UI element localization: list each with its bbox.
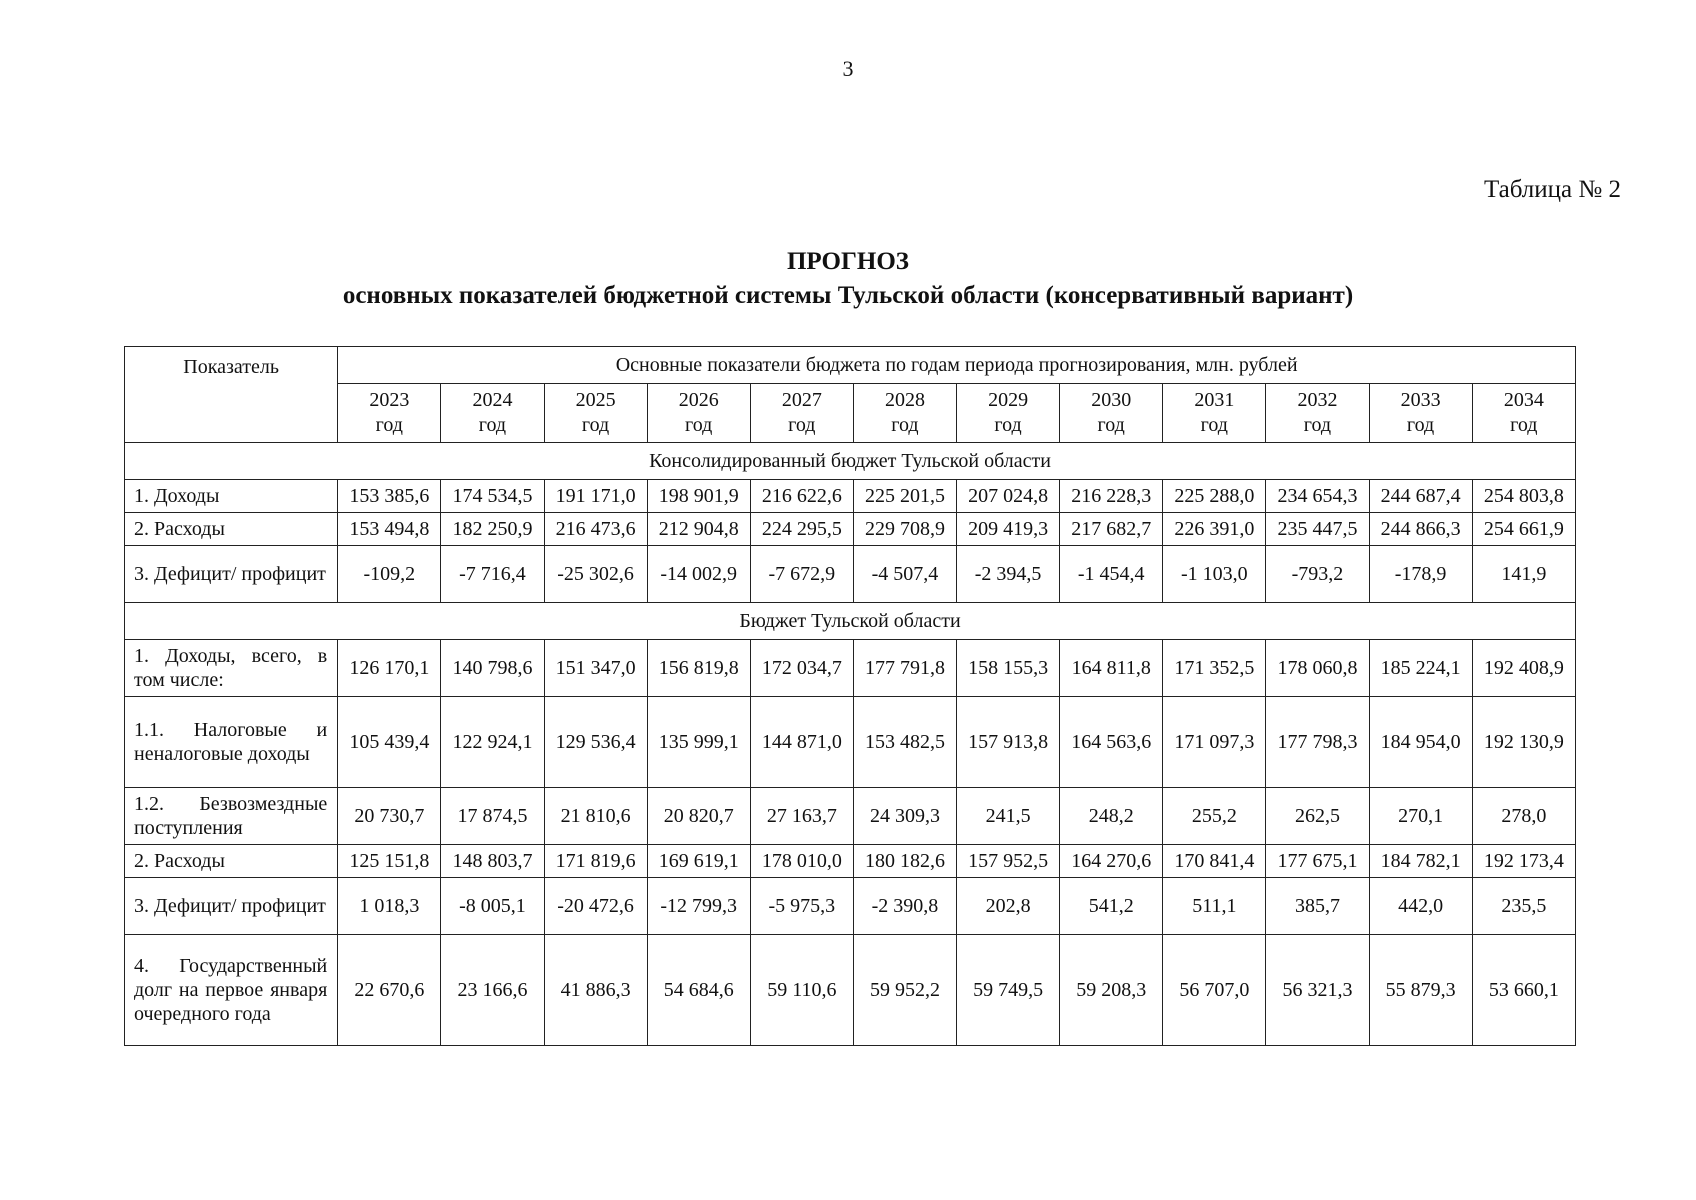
value-cell: 164 811,8 — [1060, 640, 1163, 697]
value-cell: 192 408,9 — [1472, 640, 1575, 697]
indicator-label: 1.2. Безвозмездные поступления — [125, 788, 338, 845]
year-number: 2024 — [472, 389, 513, 411]
value-cell: 177 791,8 — [853, 640, 956, 697]
year-unit: год — [788, 414, 816, 436]
year-header-2027 — [750, 384, 853, 443]
year-unit: год — [478, 414, 507, 436]
year-header-2030 — [1060, 384, 1163, 443]
year-number: 2031 — [1194, 389, 1235, 411]
value-cell: 178 060,8 — [1266, 640, 1369, 697]
value-cell: 56 707,0 — [1163, 935, 1266, 1046]
value-cell: 151 347,0 — [544, 640, 647, 697]
value-cell: 385,7 — [1266, 878, 1369, 935]
value-cell: 216 473,6 — [544, 513, 647, 546]
value-cell: 235 447,5 — [1266, 513, 1369, 546]
indicator-label: 1.1. Налоговые и неналоговые доходы — [125, 697, 338, 788]
year-unit: год — [685, 414, 713, 436]
value-cell: 141,9 — [1472, 546, 1575, 603]
table-heading — [0, 245, 1696, 313]
table-row — [125, 546, 1576, 603]
table-row — [125, 513, 1576, 546]
value-cell: -5 975,3 — [750, 878, 853, 935]
table-row — [125, 935, 1576, 1046]
value-cell: 511,1 — [1163, 878, 1266, 935]
value-cell: 172 034,7 — [750, 640, 853, 697]
value-cell: 59 952,2 — [853, 935, 956, 1046]
table-row — [125, 788, 1576, 845]
value-cell: 234 654,3 — [1266, 480, 1369, 513]
value-cell: 177 675,1 — [1266, 845, 1369, 878]
value-cell: -109,2 — [338, 546, 441, 603]
value-cell: 225 288,0 — [1163, 480, 1266, 513]
value-cell: 164 270,6 — [1060, 845, 1163, 878]
value-cell: 54 684,6 — [647, 935, 750, 1046]
year-unit: год — [1200, 414, 1228, 436]
value-cell: 140 798,6 — [441, 640, 544, 697]
year-unit: год — [375, 414, 403, 436]
value-cell: 55 879,3 — [1369, 935, 1472, 1046]
section-row — [125, 603, 1576, 640]
year-header-2025 — [544, 384, 647, 443]
value-cell: 191 171,0 — [544, 480, 647, 513]
value-cell: -178,9 — [1369, 546, 1472, 603]
value-cell: 442,0 — [1369, 878, 1472, 935]
value-cell: 212 904,8 — [647, 513, 750, 546]
table-row — [125, 697, 1576, 788]
year-unit: год — [1406, 414, 1435, 436]
year-unit: год — [1097, 414, 1125, 436]
value-cell: 224 295,5 — [750, 513, 853, 546]
value-cell: -7 672,9 — [750, 546, 853, 603]
value-cell: 144 871,0 — [750, 697, 853, 788]
value-cell: 202,8 — [957, 878, 1060, 935]
year-header-2026 — [647, 384, 750, 443]
value-cell: 184 782,1 — [1369, 845, 1472, 878]
value-cell: 20 820,7 — [647, 788, 750, 845]
section-title: Консолидированный бюджет Тульской области — [125, 443, 1576, 480]
table-row — [125, 878, 1576, 935]
section-row — [125, 443, 1576, 480]
value-cell: 244 866,3 — [1369, 513, 1472, 546]
value-cell: 41 886,3 — [544, 935, 647, 1046]
value-cell: 126 170,1 — [338, 640, 441, 697]
year-number: 2028 — [884, 389, 925, 411]
value-cell: 171 819,6 — [544, 845, 647, 878]
value-cell: 241,5 — [957, 788, 1060, 845]
budget-forecast-table — [124, 346, 1576, 1046]
value-cell: 170 841,4 — [1163, 845, 1266, 878]
value-cell: -793,2 — [1266, 546, 1369, 603]
value-cell: -12 799,3 — [647, 878, 750, 935]
indicator-label: 1. Доходы — [125, 480, 338, 513]
value-cell: 158 155,3 — [957, 640, 1060, 697]
value-cell: 262,5 — [1266, 788, 1369, 845]
value-cell: 56 321,3 — [1266, 935, 1369, 1046]
value-cell: 244 687,4 — [1369, 480, 1472, 513]
value-cell: 169 619,1 — [647, 845, 750, 878]
value-cell: 192 173,4 — [1472, 845, 1575, 878]
value-cell: 171 352,5 — [1163, 640, 1266, 697]
value-cell: -25 302,6 — [544, 546, 647, 603]
value-cell: 129 536,4 — [544, 697, 647, 788]
value-cell: 24 309,3 — [853, 788, 956, 845]
year-header-2031 — [1163, 384, 1266, 443]
table-body — [125, 443, 1576, 1046]
indicator-header: Показатель — [125, 347, 338, 443]
value-cell: 185 224,1 — [1369, 640, 1472, 697]
value-cell: -2 390,8 — [853, 878, 956, 935]
value-cell: 216 622,6 — [750, 480, 853, 513]
year-number: 2033 — [1400, 389, 1441, 411]
value-cell: 171 097,3 — [1163, 697, 1266, 788]
value-cell: -1 454,4 — [1060, 546, 1163, 603]
value-cell: 192 130,9 — [1472, 697, 1575, 788]
value-cell: 229 708,9 — [853, 513, 956, 546]
value-cell: 21 810,6 — [544, 788, 647, 845]
year-header-2033 — [1369, 384, 1472, 443]
value-cell: 278,0 — [1472, 788, 1575, 845]
value-cell: 254 803,8 — [1472, 480, 1575, 513]
value-cell: 148 803,7 — [441, 845, 544, 878]
value-cell: -14 002,9 — [647, 546, 750, 603]
indicator-label: 4. Государственный долг на первое января очередного года — [125, 935, 338, 1046]
year-header-2029 — [957, 384, 1060, 443]
value-cell: -4 507,4 — [853, 546, 956, 603]
value-cell: 270,1 — [1369, 788, 1472, 845]
value-cell: 20 730,7 — [338, 788, 441, 845]
value-cell: 22 670,6 — [338, 935, 441, 1046]
value-cell: 225 201,5 — [853, 480, 956, 513]
year-number: 2029 — [988, 389, 1029, 411]
group-header: Основные показатели бюджета по годам периода прогнозирования, млн. рублей — [338, 347, 1576, 384]
value-cell: 255,2 — [1163, 788, 1266, 845]
year-unit: год — [1510, 414, 1538, 436]
year-number: 2034 — [1503, 389, 1544, 411]
value-cell: 153 385,6 — [338, 480, 441, 513]
value-cell: 153 482,5 — [853, 697, 956, 788]
value-cell: 122 924,1 — [441, 697, 544, 788]
value-cell: 17 874,5 — [441, 788, 544, 845]
indicator-label: 1. Доходы, всего, в том числе: — [125, 640, 338, 697]
year-header-2024 — [441, 384, 544, 443]
value-cell: 59 208,3 — [1060, 935, 1163, 1046]
value-cell: 59 749,5 — [957, 935, 1060, 1046]
page-subtitle: основных показателей бюджетной системы Тульской области (консервативный вариант) — [342, 282, 1354, 309]
value-cell: 207 024,8 — [957, 480, 1060, 513]
value-cell: 184 954,0 — [1369, 697, 1472, 788]
value-cell: 178 010,0 — [750, 845, 853, 878]
value-cell: 254 661,9 — [1472, 513, 1575, 546]
value-cell: 217 682,7 — [1060, 513, 1163, 546]
value-cell: 23 166,6 — [441, 935, 544, 1046]
year-unit: год — [581, 414, 610, 436]
value-cell: 209 419,3 — [957, 513, 1060, 546]
value-cell: 198 901,9 — [647, 480, 750, 513]
value-cell: 27 163,7 — [750, 788, 853, 845]
year-number: 2027 — [781, 389, 822, 411]
year-number: 2026 — [678, 389, 719, 411]
value-cell: 157 952,5 — [957, 845, 1060, 878]
value-cell: 125 151,8 — [338, 845, 441, 878]
year-number: 2023 — [369, 389, 410, 411]
value-cell: -1 103,0 — [1163, 546, 1266, 603]
table-row — [125, 480, 1576, 513]
year-header-2023 — [338, 384, 441, 443]
page-title: ПРОГНОЗ — [786, 248, 909, 275]
value-cell: -2 394,5 — [957, 546, 1060, 603]
value-cell: 235,5 — [1472, 878, 1575, 935]
value-cell: 541,2 — [1060, 878, 1163, 935]
value-cell: 156 819,8 — [647, 640, 750, 697]
value-cell: -8 005,1 — [441, 878, 544, 935]
year-header-row — [125, 384, 1576, 443]
section-title: Бюджет Тульской области — [125, 603, 1576, 640]
value-cell: 248,2 — [1060, 788, 1163, 845]
indicator-label: 3. Дефицит/ профицит — [125, 878, 338, 935]
year-number: 2032 — [1297, 389, 1338, 411]
value-cell: 153 494,8 — [338, 513, 441, 546]
table-row — [125, 845, 1576, 878]
value-cell: -7 716,4 — [441, 546, 544, 603]
year-unit: год — [891, 414, 919, 436]
indicator-label: 3. Дефицит/ профицит — [125, 546, 338, 603]
value-cell: 53 660,1 — [1472, 935, 1575, 1046]
indicator-label: 2. Расходы — [125, 513, 338, 546]
value-cell: -20 472,6 — [544, 878, 647, 935]
value-cell: 135 999,1 — [647, 697, 750, 788]
table-row — [125, 640, 1576, 697]
value-cell: 180 182,6 — [853, 845, 956, 878]
value-cell: 216 228,3 — [1060, 480, 1163, 513]
year-unit: год — [994, 414, 1022, 436]
year-number: 2025 — [575, 389, 616, 411]
value-cell: 182 250,9 — [441, 513, 544, 546]
value-cell: 1 018,3 — [338, 878, 441, 935]
value-cell: 59 110,6 — [750, 935, 853, 1046]
year-header-2032 — [1266, 384, 1369, 443]
value-cell: 105 439,4 — [338, 697, 441, 788]
year-header-2028 — [853, 384, 956, 443]
value-cell: 157 913,8 — [957, 697, 1060, 788]
page-number: 3 — [842, 56, 854, 81]
year-header-2034 — [1472, 384, 1575, 443]
value-cell: 226 391,0 — [1163, 513, 1266, 546]
year-number: 2030 — [1091, 389, 1132, 411]
value-cell: 174 534,5 — [441, 480, 544, 513]
table-label: Таблица № 2 — [1483, 176, 1621, 203]
value-cell: 164 563,6 — [1060, 697, 1163, 788]
indicator-label: 2. Расходы — [125, 845, 338, 878]
value-cell: 177 798,3 — [1266, 697, 1369, 788]
year-unit: год — [1303, 414, 1332, 436]
